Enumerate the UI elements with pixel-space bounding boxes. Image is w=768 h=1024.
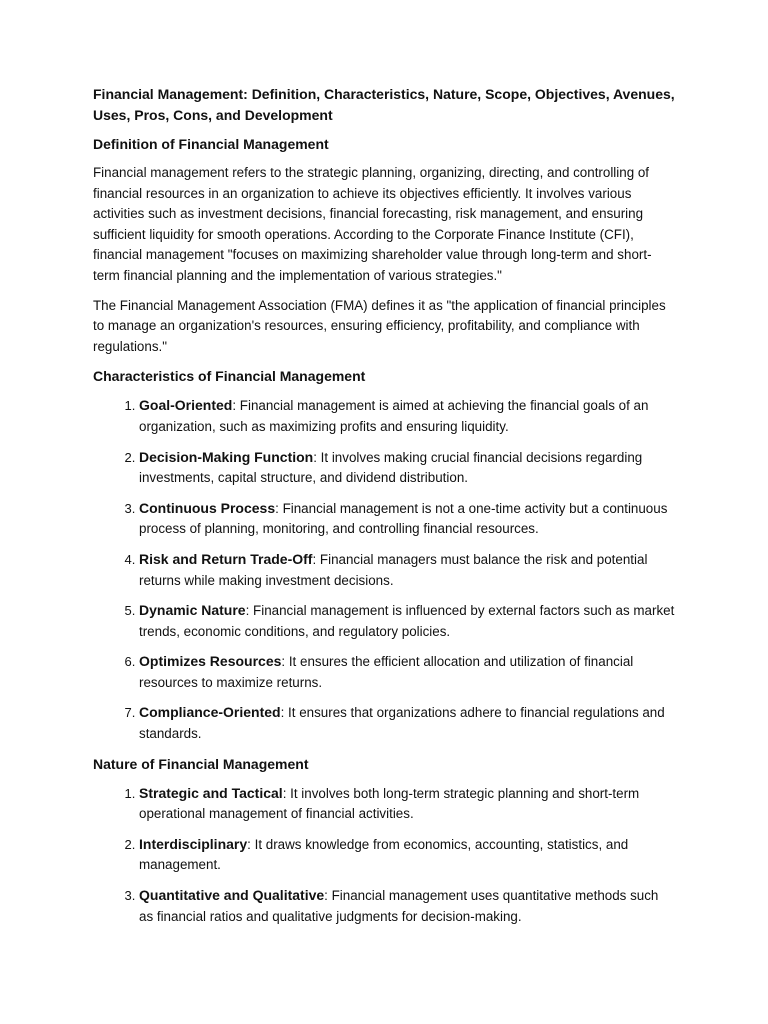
list-item-text: : Financial management is influenced by external factors such as market trends, economic conditions, and regulatory policies. <box>139 603 675 639</box>
list-item <box>139 834 676 876</box>
nature-list <box>93 783 676 928</box>
list-item-term: Risk and Return Trade-Off <box>139 550 313 567</box>
list-item-text: : Financial management uses quantitative methods such as financial ratios and qualitative judgments for decision-making. <box>139 888 659 924</box>
list-item <box>139 651 676 693</box>
list-item <box>139 549 676 591</box>
list-item <box>139 447 676 489</box>
characteristics-list <box>93 395 676 744</box>
list-item <box>139 498 676 540</box>
list-item <box>139 702 676 744</box>
list-item <box>139 885 676 927</box>
definition-paragraph-2: The Financial Management Association (FMA) defines it as "the application of financial principles to manage an organization's resources, ensuring efficiency, profitability, and compliance with regulations." <box>93 297 666 354</box>
characteristics-heading: Characteristics of Financial Management <box>93 368 366 385</box>
definition-heading: Definition of Financial Management <box>93 136 329 152</box>
list-item-term: Strategic and Tactical <box>139 784 283 801</box>
list-item-text: : It draws knowledge from economics, accounting, statistics, and management. <box>139 836 629 873</box>
list-item <box>139 783 676 825</box>
list-item-term: Goal-Oriented <box>139 397 233 414</box>
list-item-text: : It ensures the efficient allocation and utilization of financial resources to maximize returns. <box>139 654 634 690</box>
list-item-term: Decision-Making Function <box>139 448 314 465</box>
document-title: Financial Management: Definition, Characteristics, Nature, Scope, Objectives, Avenues, Uses, Pros, Cons, and Development <box>93 86 675 123</box>
list-item-term: Optimizes Resources <box>139 653 282 670</box>
list-item-term: Interdisciplinary <box>139 835 248 852</box>
list-item-term: Compliance-Oriented <box>139 704 281 721</box>
list-item-text: : It involves making crucial financial decisions regarding investments, capital structure, and dividend distribution. <box>139 449 643 486</box>
list-item <box>139 395 676 437</box>
list-item-text: : It involves both long-term strategic planning and short-term operational management of financial activities. <box>139 785 640 822</box>
list-item-term: Continuous Process <box>139 499 276 516</box>
list-item <box>139 600 676 642</box>
list-item-text: : Financial management is aimed at achieving the financial goals of an organization, such as maximizing profits and ensuring liquidity. <box>139 398 649 434</box>
list-item-term: Quantitative and Qualitative <box>139 887 325 904</box>
list-item-text: : It ensures that organizations adhere to financial regulations and standards. <box>139 705 665 742</box>
definition-paragraph-1: Financial management refers to the strategic planning, organizing, directing, and controlling of financial resources in an organization to achieve its objectives efficiently. It involves various activities such as investment decisions, financial forecasting, risk management, and ensuring sufficient liquidity for smooth operations. According to the Corporate Finance Institute (CFI), financial management "focuses on maximizing shareholder value through long-term and short-term financial planning and the implementation of various strategies." <box>93 165 652 283</box>
nature-heading: Nature of Financial Management <box>93 755 309 772</box>
list-item-term: Dynamic Nature <box>139 602 246 619</box>
list-item-text: : Financial management is not a one-time activity but a continuous process of planning, monitoring, and controlling financial resources. <box>139 500 668 537</box>
list-item-text: : Financial managers must balance the risk and potential returns while making investment decisions. <box>139 551 648 588</box>
